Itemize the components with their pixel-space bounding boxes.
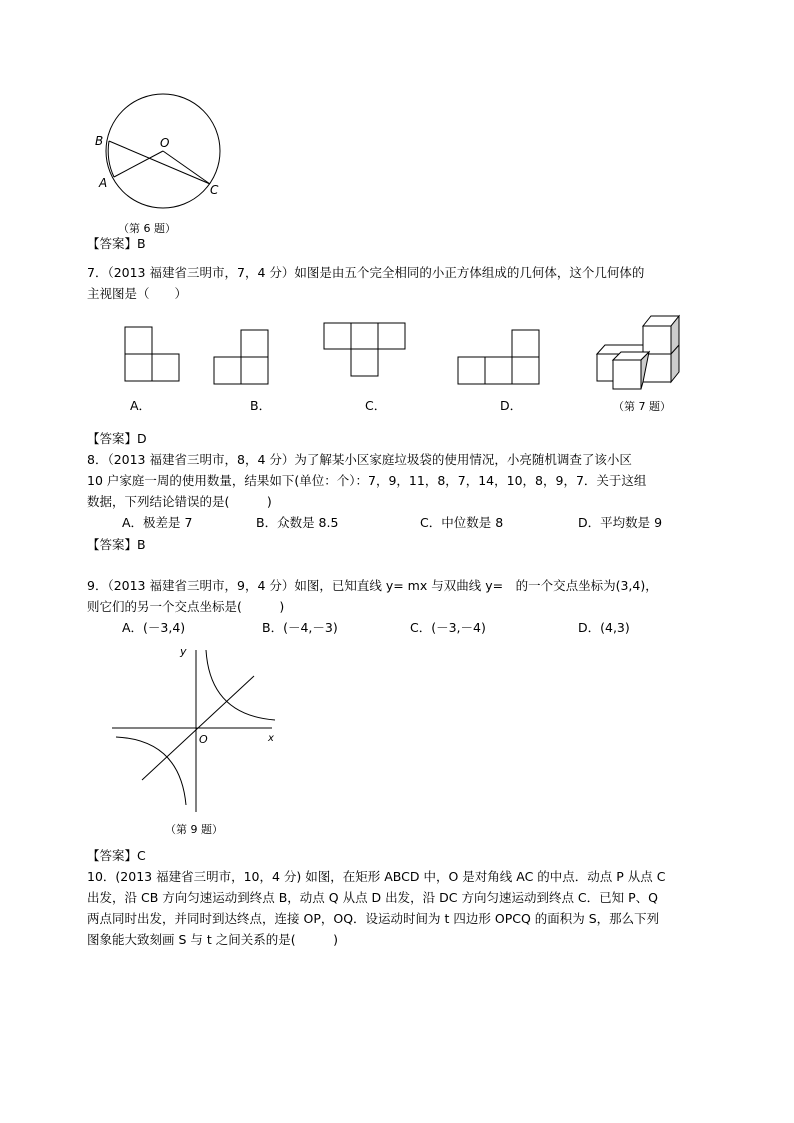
q8-option-B: B．众数是 8.5 — [256, 515, 339, 530]
point-label-B: B — [95, 134, 104, 148]
q7-option-A: A． — [130, 398, 152, 413]
q10-text-line3: 两点同时出发，并同时到达终点，连接 OP，OQ．设运动时间为 t 四边形 OPCQ 的面积为 S，那么下列 — [87, 911, 660, 926]
q7-option-B: B． — [250, 398, 272, 413]
q7-caption: （第 7 题） — [613, 400, 671, 413]
point-label-C: C — [210, 183, 219, 197]
axis-label-x: x — [268, 733, 274, 744]
q10-text-line2: 出发，沿 CB 方向匀速运动到终点 B，动点 Q 从点 D 出发，沿 DC 方向匀速运动到终点 C．已知 P、Q — [87, 890, 659, 905]
point-label-O: O — [160, 136, 170, 150]
q8-option-C: C．中位数是 8 — [420, 515, 504, 530]
q7-answer: 【答案】D — [87, 431, 147, 446]
q7-option-C: C． — [365, 398, 387, 413]
q10-text-line1: 10．(2013 福建省三明市，10，4 分) 如图，在矩形 ABCD 中，O 是对角线 AC 的中点．动点 P 从点 C — [87, 869, 666, 884]
q7-text-line1: 7．（2013 福建省三明市，7，4 分）如图是由五个完全相同的小正方体组成的几何体，这个几何体的 — [87, 265, 645, 280]
q8-answer: 【答案】B — [87, 537, 146, 552]
q7-text-line2: 主视图是（ ） — [87, 286, 188, 301]
q8-option-A: A．极差是 7 — [122, 515, 193, 530]
q9-caption: （第 9 题） — [165, 823, 223, 836]
q10-text-line4: 图象能大致刻画 S 与 t 之间关系的是( ) — [87, 932, 338, 947]
q8-option-D: D．平均数是 9 — [578, 515, 663, 530]
q9-option-D: D．(4,3) — [578, 620, 630, 635]
point-label-A: A — [99, 176, 108, 190]
q9-answer: 【答案】C — [87, 848, 146, 863]
q8-text-line1: 8．（2013 福建省三明市，8，4 分）为了解某小区家庭垃圾袋的使用情况，小亮随机调查了该小区 — [87, 452, 632, 467]
axis-label-y: y — [180, 645, 187, 658]
q9-option-A: A．(－3,4) — [122, 620, 186, 635]
q9-text-line1: 9．（2013 福建省三明市，9，4 分）如图，已知直线 y= mx 与双曲线 y= 的一个交点坐标为(3,4)， — [87, 578, 658, 593]
origin-label: O — [199, 733, 208, 746]
q9-option-B: B．(－4,－3) — [262, 620, 338, 635]
q7-option-D: D． — [500, 398, 523, 413]
q9-option-C: C．(－3,－4) — [410, 620, 486, 635]
q6-answer: 【答案】B — [87, 236, 146, 251]
q8-text-line2: 10 户家庭一周的使用数量，结果如下(单位：个）：7，9，11，8，7，14，10，8，9，7．关于这组 — [87, 473, 647, 488]
q9-text-line2: 则它们的另一个交点坐标是( ) — [87, 599, 285, 614]
q8-text-line3: 数据，下列结论错误的是( ) — [87, 494, 272, 509]
q6-caption: （第 6 题） — [118, 222, 176, 235]
